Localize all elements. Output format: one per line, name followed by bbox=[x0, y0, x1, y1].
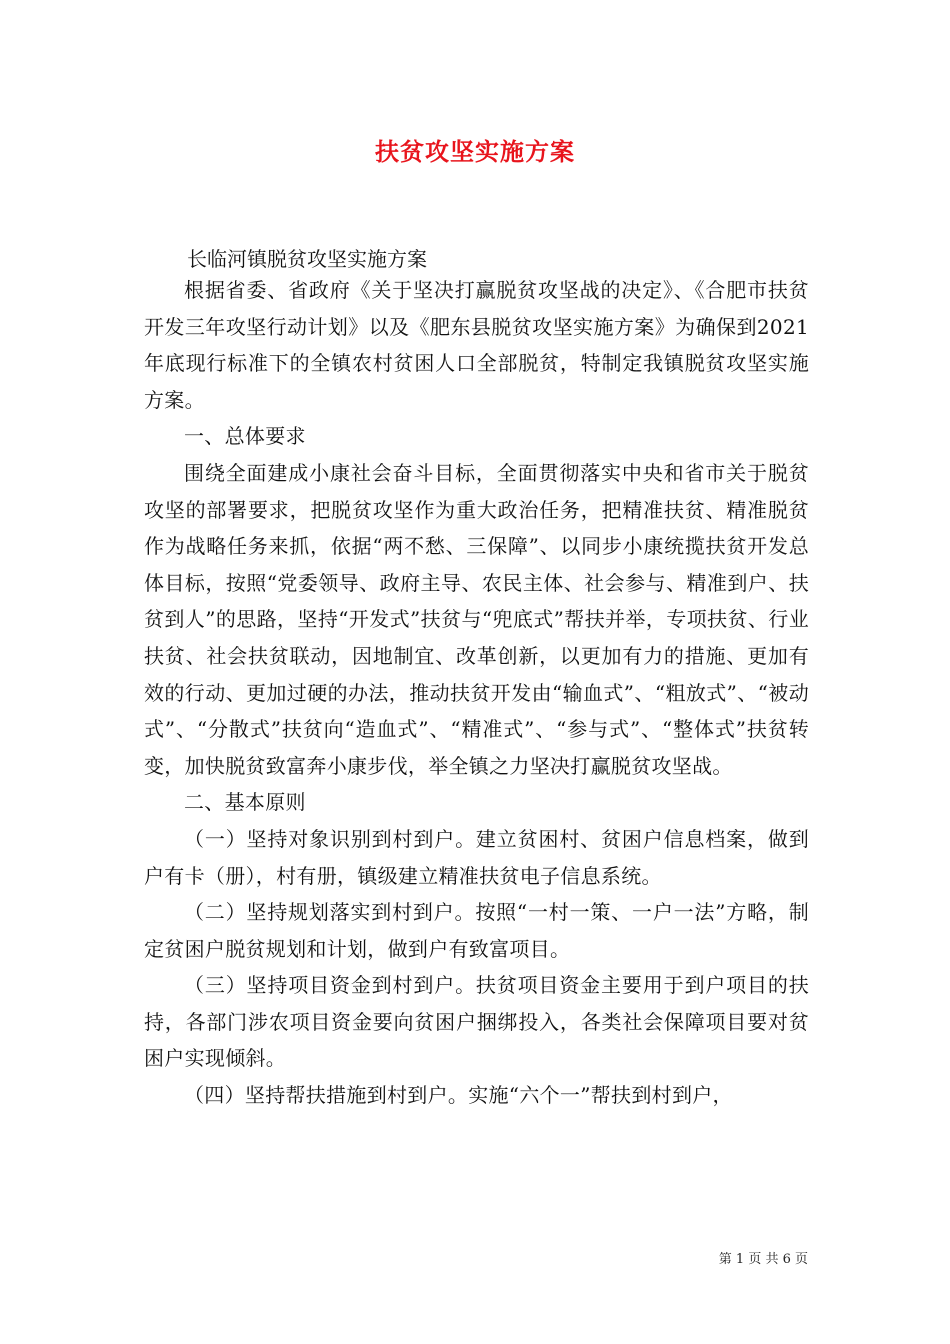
paragraph-general-requirements: 围绕全面建成小康社会奋斗目标，全面贯彻落实中央和省市关于脱贫攻坚的部署要求，把脱贫攻坚作为重大政治任务，把精准扶贫、精准脱贫作为战略任务来抓，依据“两不愁、三保障”、以同步小康统揽扶贫开发总体目标，按照“党委领导、政府主导、农民主体、社会参与、精准到户、扶贫到人”的思路，坚持“开发式”扶贫与“兜底式”帮扶并举，专项扶贫、行业扶贫、社会扶贫联动，因地制宜、改革创新，以更加有力的措施、更加有效的行动、更加过硬的办法，推动扶贫开发由“输血式”、“粗放式”、“被动式”、“分散式”扶贫向“造血式”、“精准式”、“参与式”、“整体式”扶贫转变，加快脱贫致富奔小康步伐，举全镇之力坚决打赢脱贫攻坚战。 bbox=[144, 460, 809, 778]
paragraph-intro: 根据省委、省政府《关于坚决打赢脱贫攻坚战的决定》、《合肥市扶贫开发三年攻坚行动计划》以及《肥东县脱贫攻坚实施方案》为确保到2021年底现行标准下的全镇农村贫困人口全部脱贫，特制定我镇脱贫攻坚实施方案。 bbox=[144, 278, 809, 412]
paragraph-principle-2: （二）坚持规划落实到村到户。按照“一村一策、一户一法”方略，制定贫困户脱贫规划和计划，做到户有致富项目。 bbox=[144, 900, 809, 961]
paragraph-principle-3: （三）坚持项目资金到村到户。扶贫项目资金主要用于到户项目的扶持，各部门涉农项目资金要向贫困户捆绑投入，各类社会保障项目要对贫困户实现倾斜。 bbox=[144, 973, 809, 1071]
page-number: 第 1 页 共 6 页 bbox=[718, 1252, 808, 1267]
document-title: 扶贫攻坚实施方案 bbox=[375, 137, 575, 166]
paragraph-principle-4: （四）坚持帮扶措施到村到户。实施“六个一”帮扶到村到户， bbox=[184, 1083, 733, 1108]
document-body bbox=[144, 272, 809, 1114]
section-heading-general-requirements: 一、总体要求 bbox=[184, 424, 306, 449]
paragraph-principle-1: （一）坚持对象识别到村到户。建立贫困村、贫困户信息档案，做到户有卡（册），村有册，镇级建立精准扶贫电子信息系统。 bbox=[144, 826, 809, 888]
section-heading-basic-principles: 二、基本原则 bbox=[184, 790, 306, 815]
document-subtitle: 长临河镇脱贫攻坚实施方案 bbox=[187, 247, 427, 271]
